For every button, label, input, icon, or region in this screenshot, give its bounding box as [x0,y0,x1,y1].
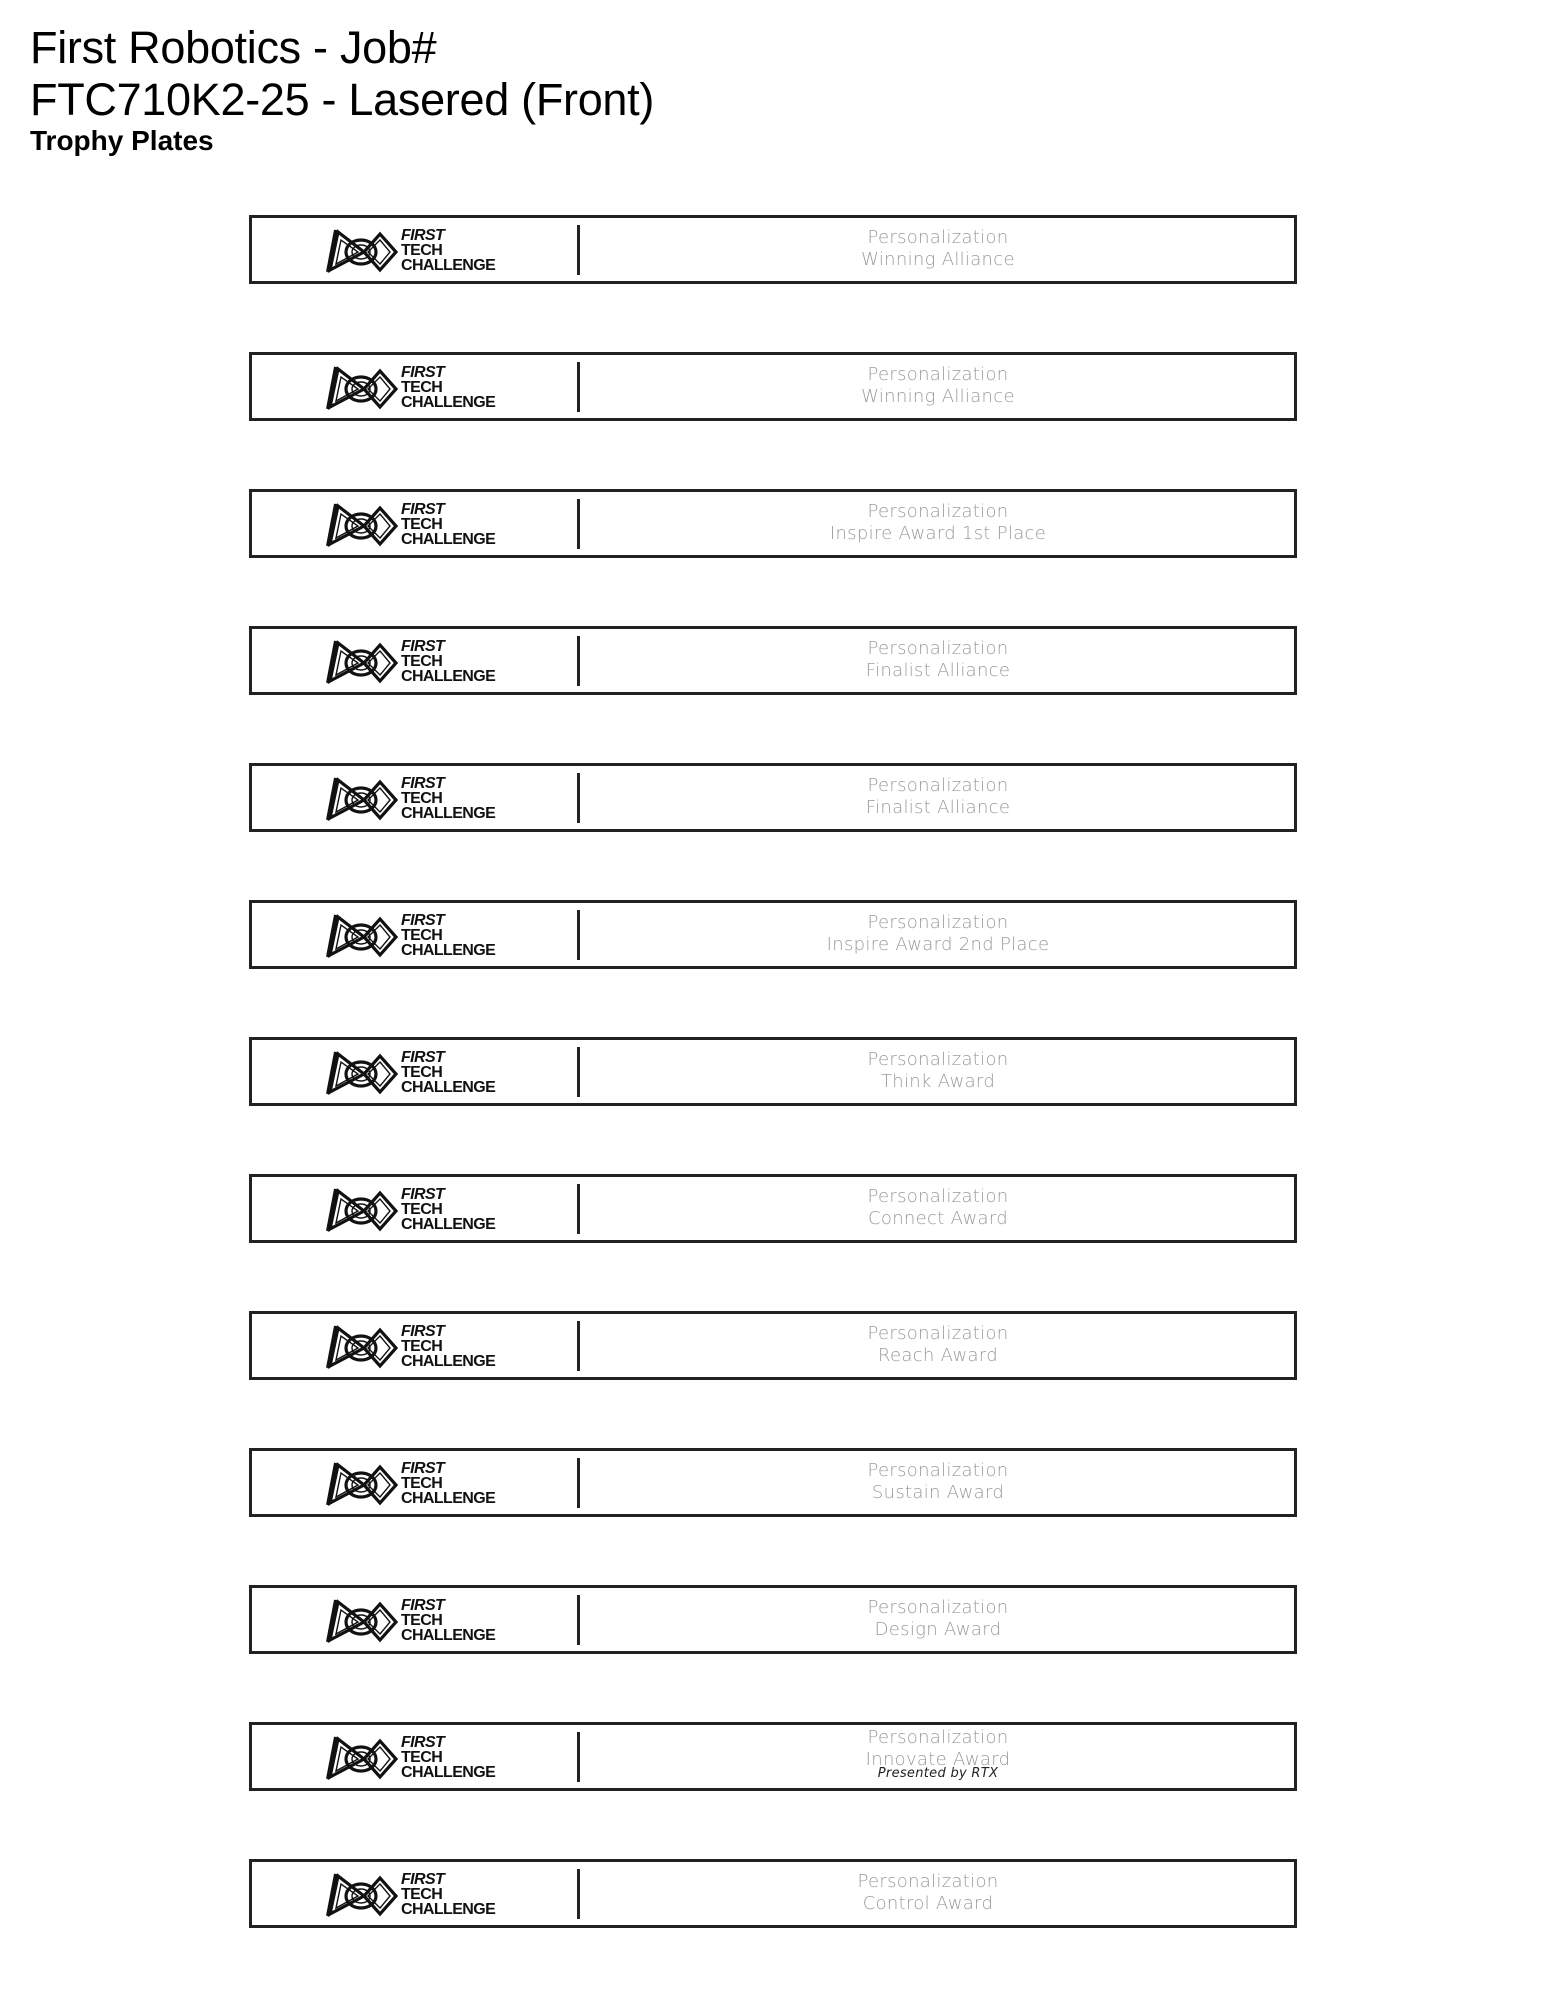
logo-word-challenge: CHALLENGE [401,1216,496,1233]
ftc-logo-text [401,639,495,684]
plate-award-name: Control Award [862,1893,994,1914]
ftc-logo-text [401,913,495,958]
logo-word-tech: TECH [401,1338,443,1355]
plate-divider [577,773,580,823]
logo-word-challenge: CHALLENGE [401,1901,496,1918]
plate-divider [577,1184,580,1234]
ftc-logo [324,911,524,961]
logo-word-tech: TECH [401,927,443,944]
plate-personalization-text [582,1460,1294,1504]
ftc-logo-text [401,776,495,821]
plate-divider [577,910,580,960]
trophy-plate [249,1174,1297,1243]
plate-award-name: Winning Alliance [861,386,1015,407]
plate-award-name: Design Award [874,1619,1002,1640]
plate-line1: Personalization [867,364,1009,385]
logo-word-tech: TECH [401,1612,443,1629]
logo-word-tech: TECH [401,1201,443,1218]
logo-word-challenge: CHALLENGE [401,942,496,959]
ftc-logo-text [401,365,495,410]
ftc-logo [324,1048,524,1098]
plate-award-name: Inspire Award 2nd Place [826,934,1050,955]
plate-award-name: Finalist Alliance [865,660,1011,681]
ftc-logo [324,1185,524,1235]
plate-personalization-text [582,364,1294,408]
ftc-logo [324,1870,524,1920]
logo-word-first: FIRST [401,1049,445,1066]
logo-word-tech: TECH [401,242,443,259]
trophy-plate [249,1448,1297,1517]
trophy-plate [249,1311,1297,1380]
first-tech-challenge-logo-icon [324,1185,400,1235]
plate-divider [577,1732,580,1782]
plate-award-name: Innovate Award [865,1749,1011,1770]
plate-personalization-text [582,1049,1294,1093]
logo-word-tech: TECH [401,1475,443,1492]
trophy-plate [249,352,1297,421]
first-tech-challenge-logo-icon [324,774,400,824]
logo-word-first: FIRST [401,638,445,655]
plate-personalization-text [582,1186,1294,1230]
logo-word-first: FIRST [401,775,445,792]
logo-word-first: FIRST [401,1460,445,1477]
trophy-plate [249,626,1297,695]
first-tech-challenge-logo-icon [324,1596,400,1646]
logo-word-challenge: CHALLENGE [401,257,496,274]
plate-divider [577,225,580,275]
trophy-plate [249,489,1297,558]
trophy-plate [249,900,1297,969]
logo-word-tech: TECH [401,516,443,533]
trophy-plate [249,1859,1297,1928]
ftc-logo-text [401,228,495,273]
plate-line1: Personalization [867,501,1009,522]
ftc-logo-text [401,1872,495,1917]
plate-personalization-text [582,775,1294,819]
logo-word-first: FIRST [401,1734,445,1751]
logo-word-challenge: CHALLENGE [401,1079,496,1096]
logo-word-challenge: CHALLENGE [401,1627,496,1644]
logo-word-challenge: CHALLENGE [401,805,496,822]
plate-line1: Personalization [867,1597,1009,1618]
logo-word-first: FIRST [401,364,445,381]
trophy-plates-list [249,215,1297,1996]
logo-word-tech: TECH [401,1064,443,1081]
header-subtitle: Trophy Plates [30,125,214,156]
ftc-logo [324,1596,524,1646]
plate-award-name: Finalist Alliance [865,797,1011,818]
plate-personalization-text [582,227,1294,271]
plate-divider [577,1595,580,1645]
trophy-plate [249,1037,1297,1106]
ftc-logo [324,363,524,413]
ftc-logo [324,1322,524,1372]
trophy-plate [249,1585,1297,1654]
ftc-logo-text [401,1735,495,1780]
logo-word-first: FIRST [401,1186,445,1203]
logo-word-first: FIRST [401,501,445,518]
plate-award-name: Connect Award [868,1208,1008,1229]
first-tech-challenge-logo-icon [324,637,400,687]
first-tech-challenge-logo-icon [324,1733,400,1783]
header-title-line2: FTC710K2-25 - Lasered (Front) [30,74,655,125]
plate-divider [577,362,580,412]
logo-word-challenge: CHALLENGE [401,668,496,685]
plate-line1: Personalization [867,227,1009,248]
trophy-plate [249,763,1297,832]
plate-line1: Personalization [867,1323,1009,1344]
plate-divider [577,1458,580,1508]
logo-word-challenge: CHALLENGE [401,394,496,411]
logo-word-tech: TECH [401,1749,443,1766]
plate-divider [577,636,580,686]
plate-award-name: Sustain Award [871,1482,1005,1503]
first-tech-challenge-logo-icon [324,500,400,550]
logo-word-tech: TECH [401,379,443,396]
ftc-logo-text [401,1187,495,1232]
plate-line1: Personalization [867,1460,1009,1481]
plate-line1: Personalization [867,912,1009,933]
logo-word-challenge: CHALLENGE [401,1490,496,1507]
ftc-logo [324,1459,524,1509]
plate-line1: Personalization [867,1727,1009,1748]
plate-personalization-text [582,912,1294,956]
ftc-logo-text [401,1050,495,1095]
ftc-logo [324,774,524,824]
logo-word-first: FIRST [401,912,445,929]
plate-personalization-text [582,1323,1294,1367]
ftc-logo-text [401,502,495,547]
logo-word-challenge: CHALLENGE [401,1764,496,1781]
plate-personalization-text [582,638,1294,682]
plate-award-name: Think Award [880,1071,996,1092]
ftc-logo-text [401,1461,495,1506]
logo-word-first: FIRST [401,1871,445,1888]
plate-line1: Personalization [867,1049,1009,1070]
plate-award-name: Inspire Award 1st Place [829,523,1047,544]
first-tech-challenge-logo-icon [324,1322,400,1372]
plate-divider [577,1321,580,1371]
first-tech-challenge-logo-icon [324,911,400,961]
plate-personalization-text [582,1727,1294,1780]
logo-word-challenge: CHALLENGE [401,531,496,548]
logo-word-tech: TECH [401,1886,443,1903]
logo-word-first: FIRST [401,1597,445,1614]
ftc-logo [324,226,524,276]
plate-presenter-text: Presented by RTX [877,1766,999,1781]
ftc-logo-text [401,1598,495,1643]
document-header [30,22,654,158]
plate-line1: Personalization [857,1871,999,1892]
plate-divider [577,499,580,549]
logo-word-tech: TECH [401,653,443,670]
plate-award-name: Reach Award [878,1345,998,1366]
first-tech-challenge-logo-icon [324,1048,400,1098]
plate-line1: Personalization [867,638,1009,659]
logo-word-first: FIRST [401,1323,445,1340]
plate-personalization-text [562,1871,1294,1915]
ftc-logo-text [401,1324,495,1369]
plate-personalization-text [582,1597,1294,1641]
logo-word-tech: TECH [401,790,443,807]
first-tech-challenge-logo-icon [324,1459,400,1509]
plate-line1: Personalization [867,1186,1009,1207]
plate-award-name: Winning Alliance [861,249,1015,270]
plate-line1: Personalization [867,775,1009,796]
first-tech-challenge-logo-icon [324,1870,400,1920]
trophy-plate [249,215,1297,284]
ftc-logo [324,637,524,687]
ftc-logo [324,500,524,550]
plate-divider [577,1047,580,1097]
first-tech-challenge-logo-icon [324,363,400,413]
header-title-line1: First Robotics - Job# [30,22,437,73]
plate-personalization-text [582,501,1294,545]
ftc-logo [324,1733,524,1783]
logo-word-first: FIRST [401,227,445,244]
first-tech-challenge-logo-icon [324,226,400,276]
trophy-plate [249,1722,1297,1791]
logo-word-challenge: CHALLENGE [401,1353,496,1370]
